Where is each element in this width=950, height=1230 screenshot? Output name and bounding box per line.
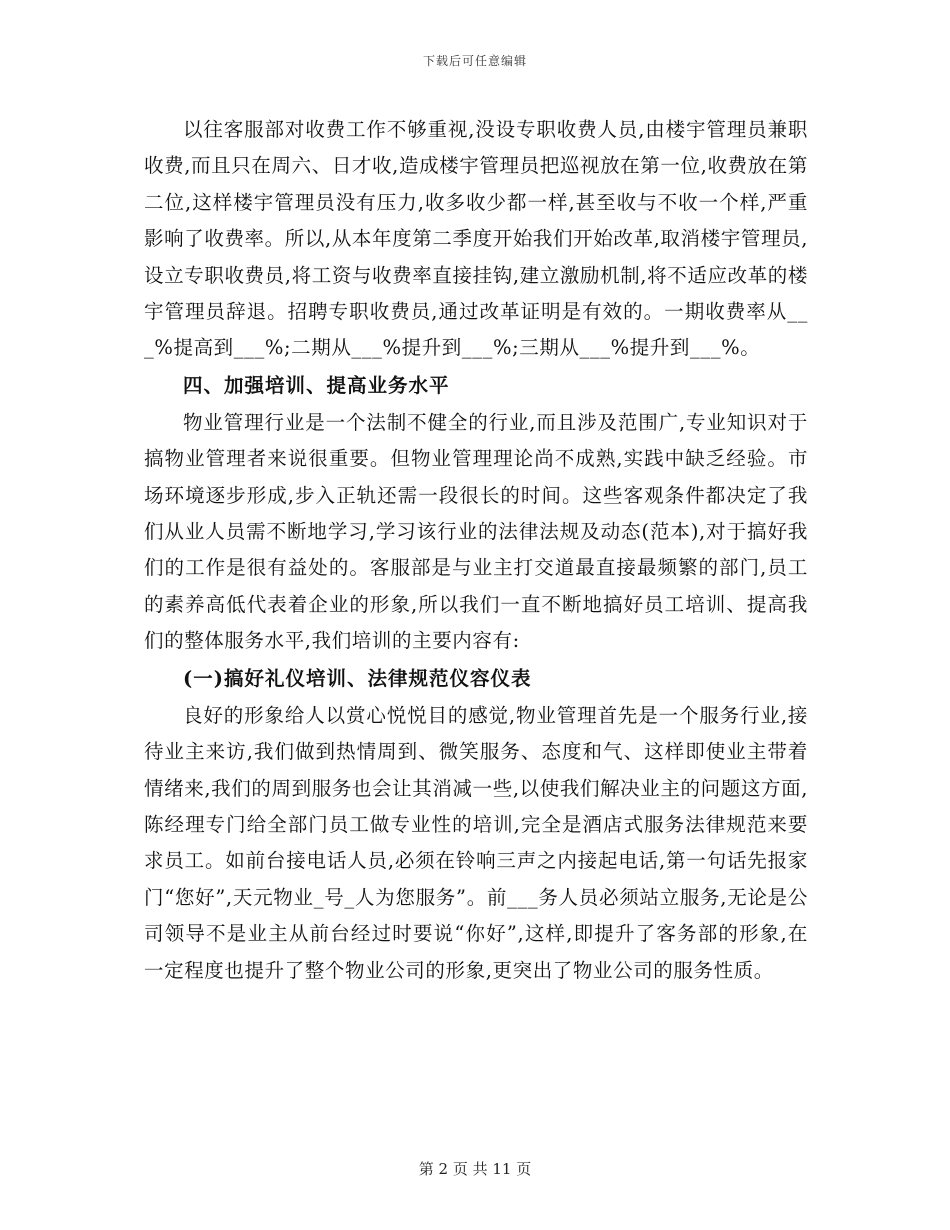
document-body: [144, 112, 808, 989]
section-heading-training: 四、加强培训、提高业务水平: [183, 373, 450, 397]
page-header-note: 下载后可任意编辑: [422, 54, 527, 68]
paragraph-training-intro: 物业管理行业是一个法制不健全的行业,而且涉及范围广,专业知识对于搞物业管理者来说很重要。但物业管理理论尚不成熟,实践中缺乏经验。市场环境逐步形成,步入正轨还需一段很长的时间。这些客观条件都决定了我们从业人员需不断地学习,学习该行业的法律法规及动态(范本),对于搞好我们的工作是很有益处的。客服部是与业主打交道最直接最频繁的部门,员工的素养高低代表着企业的形象,所以我们一直不断地搞好员工培训、提高我们的整体服务水平,我们培训的主要内容有:: [144, 410, 808, 653]
paragraph-etiquette-training: 良好的形象给人以赏心悦悦目的感觉,物业管理首先是一个服务行业,接待业主来访,我们做到热情周到、微笑服务、态度和气、这样即使业主带着情绪来,我们的周到服务也会让其消减一些,以使我们解决业主的问题这方面,陈经理专门给全部门员工做专业性的培训,完全是酒店式服务法律规范来要求员工。如前台接电话人员,必须在铃响三声之内接起电话,第一句话先报家门“您好”,天元物业_号_人为您服务”。前___务人员必须站立服务,无论是公司领导不是业主从前台经过时要说“你好”,这样,即提升了客务部的形象,在一定程度也提升了整个物业公司的形象,更突出了物业公司的服务性质。: [144, 703, 808, 982]
subsection-heading-etiquette: (一)搞好礼仪培训、法律规范仪容仪表: [183, 666, 532, 690]
page-number-footer: 第 2 页 共 11 页: [418, 1160, 532, 1178]
paragraph-fee-collection: 以往客服部对收费工作不够重视,没设专职收费人员,由楼宇管理员兼职收费,而且只在周六、日才收,造成楼宇管理员把巡视放在第一位,收费放在第二位,这样楼宇管理员没有压力,收多收少都一样,甚至收与不收一个样,严重影响了收费率。所以,从本年度第二季度开始我们开始改革,取消楼宇管理员,设立专职收费员,将工资与收费率直接挂钩,建立激励机制,将不适应改革的楼宇管理员辞退。招聘专职收费员,通过改革证明是有效的。一期收费率从___%提高到___%;二期从___%提升到___%;三期从___%提升到___%。: [144, 118, 808, 360]
